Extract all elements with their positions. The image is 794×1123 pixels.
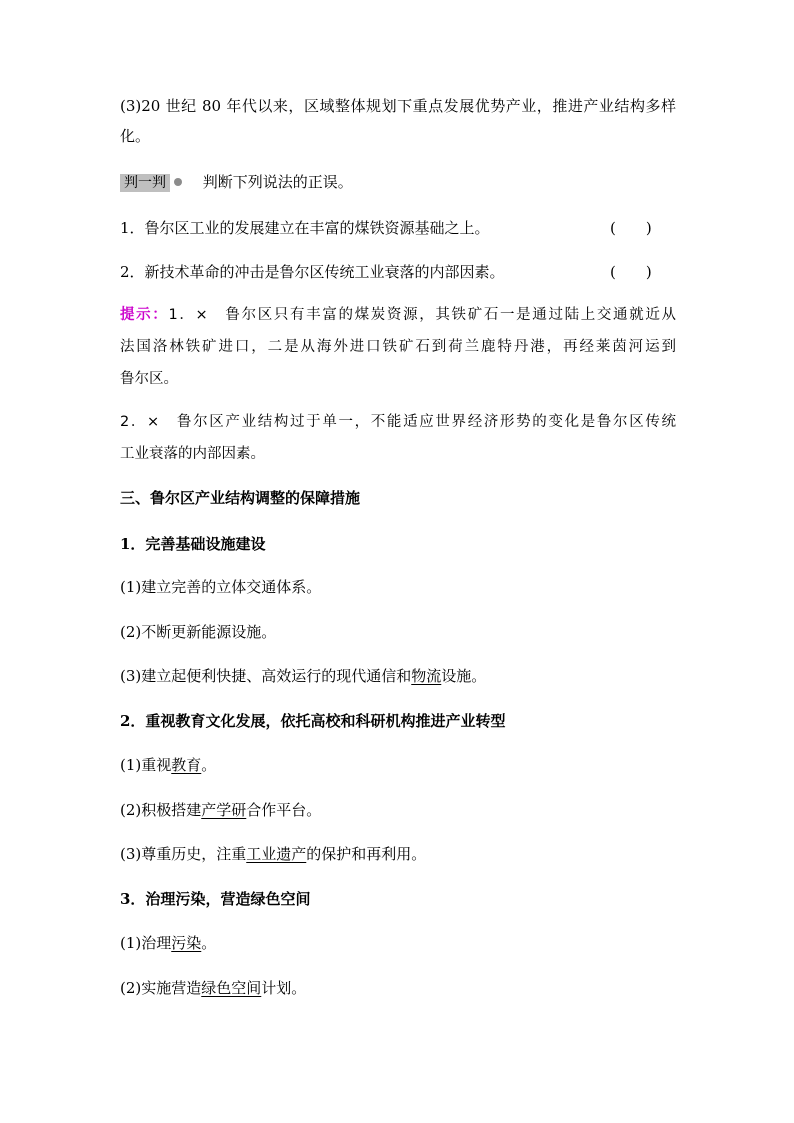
hint-answer-1-line-3: 鲁尔区。 xyxy=(120,371,178,387)
judge-item-2-answer-blank: ( ) xyxy=(610,263,652,281)
g2-i3-underlined: 工业遗产 xyxy=(246,845,307,863)
group-2-item-3 xyxy=(120,844,426,864)
g2-i3-post: 的保护和再利用。 xyxy=(306,845,427,863)
group-2-title: 2．重视教育文化发展，依托高校和科研机构推进产业转型 xyxy=(120,712,506,730)
hint-answer-1-line-2: 法国洛林铁矿进口，二是从海外进口铁矿石到荷兰鹿特丹港，再经莱茵河运到 xyxy=(120,339,676,355)
group-1-title: 1．完善基础设施建设 xyxy=(120,535,266,553)
judge-badge: 判一判 xyxy=(120,174,170,192)
hint-answer-1-line-1 xyxy=(120,305,676,325)
group-3-title: 3．治理污染，营造绿色空间 xyxy=(120,890,311,908)
g3-i1-pre: (1)治理 xyxy=(120,934,172,952)
g2-i1-pre: (1)重视 xyxy=(120,756,172,774)
group-2-item-1 xyxy=(120,755,216,775)
intro-line-2: 化。 xyxy=(120,127,151,145)
group-3-item-2 xyxy=(120,978,306,998)
g3-i1-post: 。 xyxy=(201,934,217,952)
hint-answer-2-line-2: 工业衰落的内部因素。 xyxy=(120,446,265,462)
group-3-item-1 xyxy=(120,933,216,953)
g3-i2-post: 计划。 xyxy=(261,979,307,997)
intro-line-1: (3)20 世纪 80 年代以来，区域整体规划下重点发展优势产业，推进产业结构多样 xyxy=(120,97,676,115)
group-1-item-3 xyxy=(120,666,486,686)
g1-i3-pre: (3)建立起便利快捷、高效运行的现代通信和 xyxy=(120,667,412,685)
g2-i3-pre: (3)尊重历史，注重 xyxy=(120,845,247,863)
g3-i1-underlined: 污染 xyxy=(171,934,202,952)
group-1-item-2: (2)不断更新能源设施。 xyxy=(120,623,277,641)
section-title: 三、鲁尔区产业结构调整的保障措施 xyxy=(120,489,361,507)
g2-i2-pre: (2)积极搭建 xyxy=(120,801,202,819)
judge-item-1: 1．鲁尔区工业的发展建立在丰富的煤铁资源基础之上。 xyxy=(120,219,490,237)
g3-i2-pre: (2)实施营造 xyxy=(120,979,202,997)
group-1-item-1: (1)建立完善的立体交通体系。 xyxy=(120,578,322,596)
g2-i2-post: 合作平台。 xyxy=(246,801,322,819)
bullet-dot-icon xyxy=(174,178,182,186)
group-2-item-2 xyxy=(120,800,321,820)
g1-i3-post: 设施。 xyxy=(441,667,487,685)
g2-i1-underlined: 教育 xyxy=(171,756,202,774)
judge-item-2: 2．新技术革命的冲击是鲁尔区传统工业衰落的内部因素。 xyxy=(120,263,505,281)
g2-i1-post: 。 xyxy=(201,756,217,774)
judge-header xyxy=(120,172,353,192)
g2-i2-underlined: 产学研 xyxy=(201,801,247,819)
hint-answer-2-line-1: 2．× 鲁尔区产业结构过于单一，不能适应世界经济形势的变化是鲁尔区传统 xyxy=(120,414,676,430)
hint-label: 提示： xyxy=(120,307,169,323)
g1-i3-underlined: 物流 xyxy=(411,667,442,685)
g3-i2-underlined: 绿色空间 xyxy=(201,979,262,997)
judge-item-1-answer-blank: ( ) xyxy=(610,219,652,237)
hint-a1-text-1: 1．× 鲁尔区只有丰富的煤炭资源，其铁矿石一是通过陆上交通就近从 xyxy=(168,307,676,323)
judge-instruction: 判断下列说法的正误。 xyxy=(202,173,353,191)
